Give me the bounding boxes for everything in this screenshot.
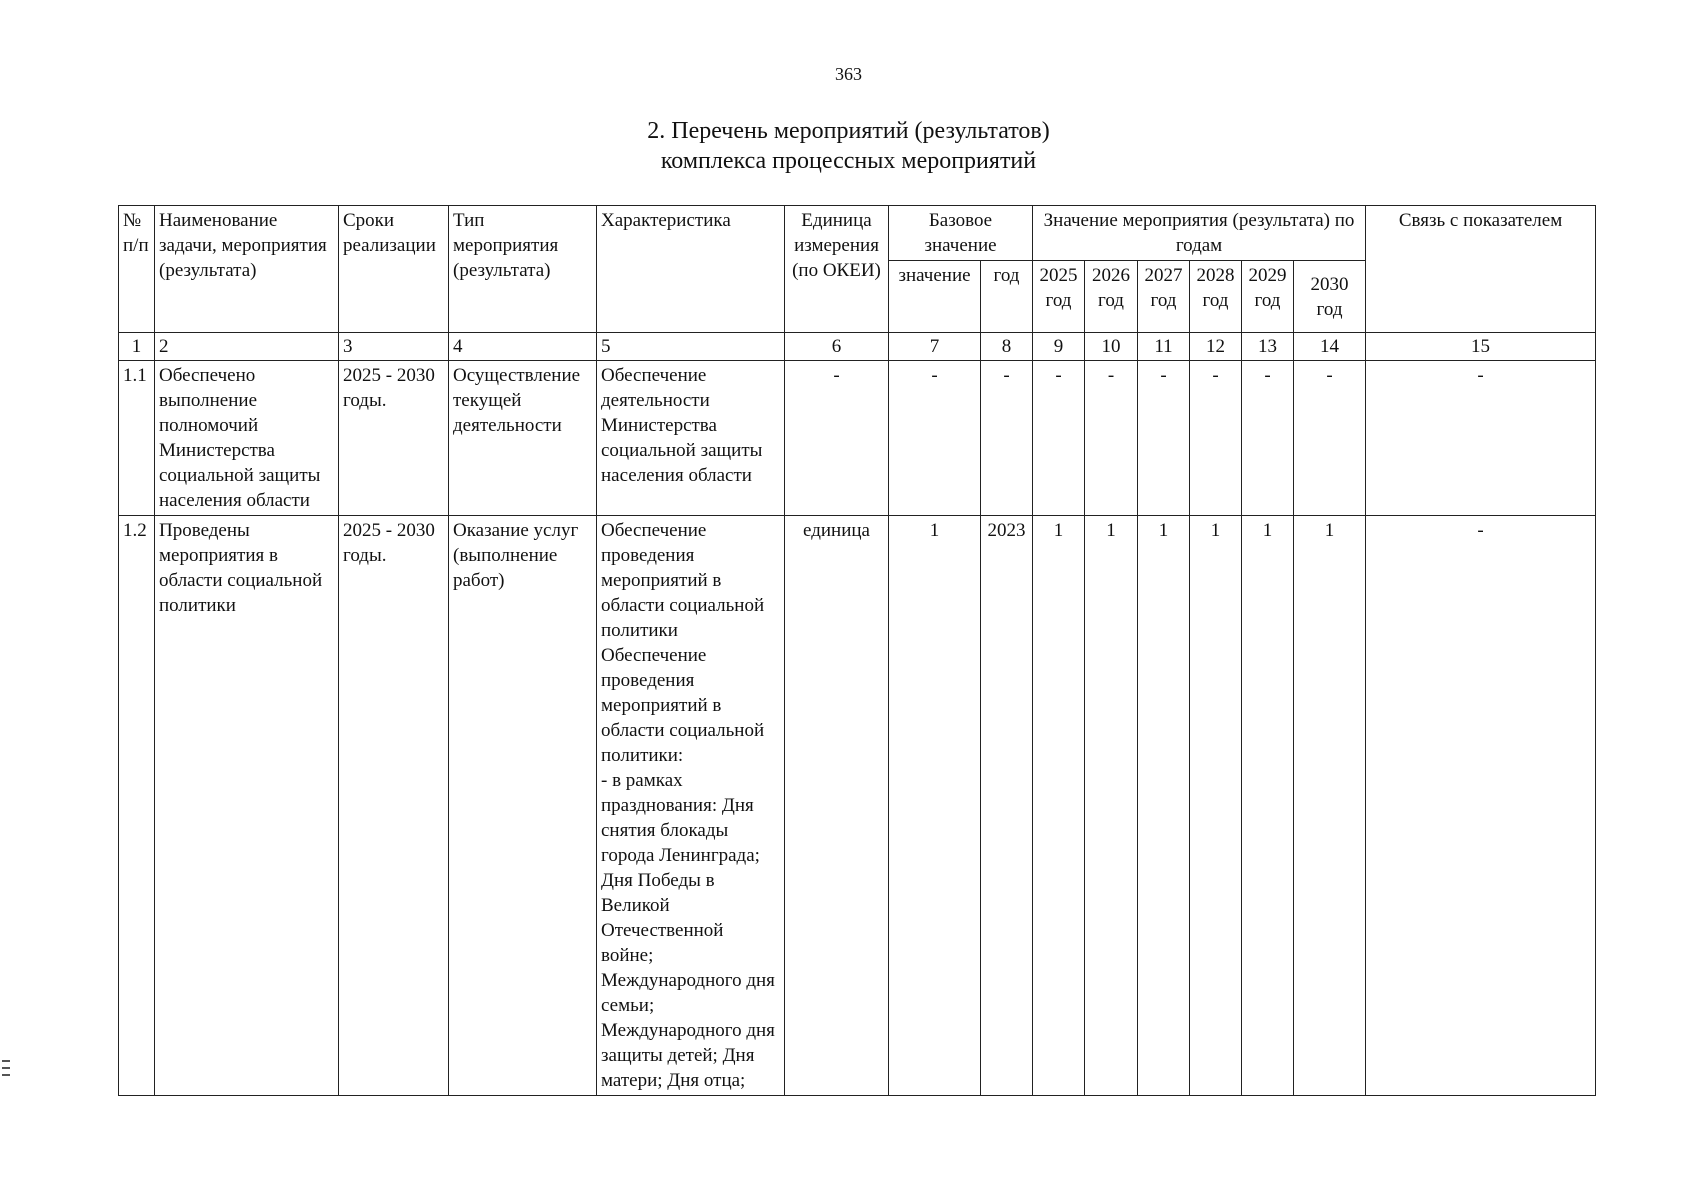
page-title [0, 116, 1697, 176]
row-link: - [1366, 516, 1596, 1096]
colnum: 1 [119, 333, 155, 361]
row-year-value: - [1033, 361, 1085, 516]
header-year-2029: 2029 год [1242, 261, 1294, 333]
row-type: Осуществление текущей деятельности [449, 361, 597, 516]
scan-edge-marks [2, 1060, 10, 1100]
row-type: Оказание услуг (выполнение работ) [449, 516, 597, 1096]
colnum: 14 [1294, 333, 1366, 361]
row-unit: - [785, 361, 889, 516]
header-name: Наименование задачи, мероприятия (результата) [155, 206, 339, 333]
header-values-group: Значение мероприятия (результата) по годам [1033, 206, 1366, 261]
header-row-1 [119, 206, 1596, 261]
table-row [119, 516, 1596, 1096]
scan-mark [2, 1060, 10, 1062]
row-year-value: - [1294, 361, 1366, 516]
row-year-value: - [1085, 361, 1138, 516]
header-base-group: Базовое значение [889, 206, 1033, 261]
scan-mark [2, 1074, 10, 1076]
row-year-value: - [1190, 361, 1242, 516]
row-link: - [1366, 361, 1596, 516]
colnum: 7 [889, 333, 981, 361]
header-unit: Единица измерения (по ОКЕИ) [785, 206, 889, 333]
row-year-value: 1 [1033, 516, 1085, 1096]
row-year-value: 1 [1190, 516, 1242, 1096]
table-row [119, 361, 1596, 516]
colnum: 11 [1138, 333, 1190, 361]
colnum: 13 [1242, 333, 1294, 361]
row-base-value: - [889, 361, 981, 516]
header-year-2027: 2027 год [1138, 261, 1190, 333]
colnum: 3 [339, 333, 449, 361]
row-year-value: 1 [1294, 516, 1366, 1096]
header-num: № п/п [119, 206, 155, 333]
header-link: Связь с показателем [1366, 206, 1596, 333]
row-year-value: - [1138, 361, 1190, 516]
header-base-value: значение [889, 261, 981, 333]
row-year-value: 1 [1138, 516, 1190, 1096]
row-terms: 2025 - 2030 годы. [339, 361, 449, 516]
colnum: 2 [155, 333, 339, 361]
row-name: Проведены мероприятия в области социальной политики [155, 516, 339, 1096]
page-number: 363 [835, 64, 862, 84]
header-year-2025: 2025 год [1033, 261, 1085, 333]
header-year-2030: 2030 год [1294, 261, 1366, 333]
colnum: 15 [1366, 333, 1596, 361]
colnum: 10 [1085, 333, 1138, 361]
row-unit: единица [785, 516, 889, 1096]
header-base-year: год [981, 261, 1033, 333]
colnum: 8 [981, 333, 1033, 361]
colnum: 6 [785, 333, 889, 361]
column-numbers-row [119, 333, 1596, 361]
row-base-year: - [981, 361, 1033, 516]
header-terms: Сроки реализации [339, 206, 449, 333]
header-type: Тип мероприятия (результата) [449, 206, 597, 333]
header-year-2028: 2028 год [1190, 261, 1242, 333]
row-year-value: 1 [1242, 516, 1294, 1096]
row-year-value: 1 [1085, 516, 1138, 1096]
row-base-value: 1 [889, 516, 981, 1096]
colnum: 5 [597, 333, 785, 361]
row-year-value: - [1242, 361, 1294, 516]
row-base-year: 2023 [981, 516, 1033, 1096]
row-characteristic: Обеспечение деятельности Министерства социальной защиты населения области [597, 361, 785, 516]
colnum: 4 [449, 333, 597, 361]
title-line-2: комплекса процессных мероприятий [660, 148, 1037, 174]
activities-table [118, 205, 1596, 1096]
scan-mark [2, 1067, 10, 1069]
colnum: 12 [1190, 333, 1242, 361]
header-year-2026: 2026 год [1085, 261, 1138, 333]
row-characteristic: Обеспечение проведения мероприятий в области социальной политики Обеспечение проведения мероприятий в области социальной политики: - в рамках празднования: Дня снятия блокады города Ленинграда; Дня Победы в Великой Отечественной войне; Международного дня семьи; Международного дня защиты детей; Дня матери; Дня отца; [597, 516, 785, 1096]
row-terms: 2025 - 2030 годы. [339, 516, 449, 1096]
header-characteristic: Характеристика [597, 206, 785, 333]
title-line-1: 2. Перечень мероприятий (результатов) [647, 118, 1050, 144]
colnum: 9 [1033, 333, 1085, 361]
row-name: Обеспечено выполнение полномочий Министерства социальной защиты населения области [155, 361, 339, 516]
row-num: 1.2 [119, 516, 155, 1096]
row-num: 1.1 [119, 361, 155, 516]
